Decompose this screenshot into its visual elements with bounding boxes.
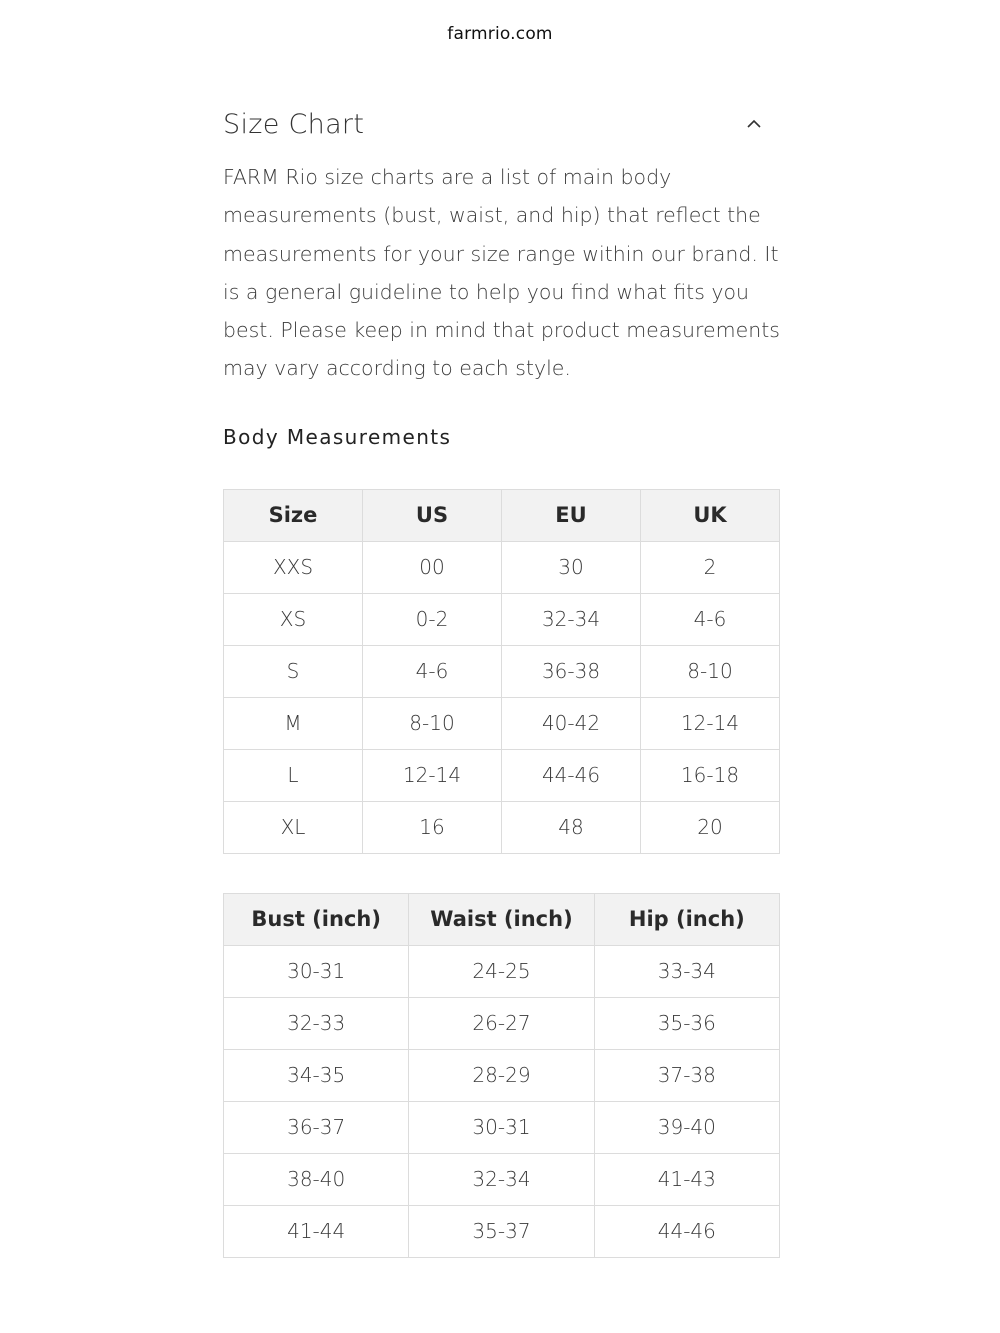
table-row	[224, 1205, 780, 1257]
table-row	[224, 801, 780, 853]
column-header: UK	[641, 489, 780, 541]
table-cell: 48	[502, 801, 641, 853]
table-cell: 12-14	[363, 749, 502, 801]
table-cell: 4-6	[641, 593, 780, 645]
column-header: EU	[502, 489, 641, 541]
table-cell: 40-42	[502, 697, 641, 749]
column-header: Hip (inch)	[594, 893, 779, 945]
table-cell: 39-40	[594, 1101, 779, 1153]
table-row	[224, 541, 780, 593]
table-cell: 16-18	[641, 749, 780, 801]
table-cell: 44-46	[502, 749, 641, 801]
size-chart-section	[223, 100, 780, 1258]
url-bar[interactable]: farmrio.com	[447, 24, 553, 44]
table-header-row	[224, 893, 780, 945]
table-row	[224, 1101, 780, 1153]
table-cell: XL	[224, 801, 363, 853]
table-cell: 35-37	[409, 1205, 594, 1257]
table-cell: S	[224, 645, 363, 697]
table-cell: 16	[363, 801, 502, 853]
column-header: Size	[224, 489, 363, 541]
table-cell: 41-43	[594, 1153, 779, 1205]
table-cell: XXS	[224, 541, 363, 593]
table-cell: 0-2	[363, 593, 502, 645]
table-cell: 36-38	[502, 645, 641, 697]
table-cell: 8-10	[641, 645, 780, 697]
table-cell: 38-40	[224, 1153, 409, 1205]
table-row	[224, 749, 780, 801]
column-header: US	[363, 489, 502, 541]
table-cell: 24-25	[409, 945, 594, 997]
table-row	[224, 997, 780, 1049]
table-cell: 32-34	[409, 1153, 594, 1205]
table-row	[224, 593, 780, 645]
chevron-up-icon[interactable]	[742, 112, 766, 136]
table-row	[224, 945, 780, 997]
table-cell: 20	[641, 801, 780, 853]
table-cell: 12-14	[641, 697, 780, 749]
table-cell: XS	[224, 593, 363, 645]
table-cell: 37-38	[594, 1049, 779, 1101]
column-header: Waist (inch)	[409, 893, 594, 945]
table-cell: 4-6	[363, 645, 502, 697]
table-cell: 33-34	[594, 945, 779, 997]
table-cell: 8-10	[363, 697, 502, 749]
size-conversion-table	[223, 489, 780, 854]
table-cell: M	[224, 697, 363, 749]
table-cell: 35-36	[594, 997, 779, 1049]
table-cell: L	[224, 749, 363, 801]
table-cell: 00	[363, 541, 502, 593]
table-header-row	[224, 489, 780, 541]
size-chart-description: FARM Rio size charts are a list of main body measurements (bust, waist, and hip) that reflect the measurements for your size range within our brand. It is a general guideline to help you find what fits you best. Please keep in mind that product measurements may vary according to each style.	[223, 165, 780, 381]
table-cell: 30-31	[409, 1101, 594, 1153]
table-cell: 34-35	[224, 1049, 409, 1101]
table-cell: 44-46	[594, 1205, 779, 1257]
column-header: Bust (inch)	[224, 893, 409, 945]
table-cell: 36-37	[224, 1101, 409, 1153]
table-cell: 28-29	[409, 1049, 594, 1101]
table-row	[224, 697, 780, 749]
table-row	[224, 645, 780, 697]
section-title: Size Chart	[223, 108, 365, 140]
table-cell: 32-33	[224, 997, 409, 1049]
table-cell: 32-34	[502, 593, 641, 645]
table-cell: 26-27	[409, 997, 594, 1049]
table-cell: 30-31	[224, 945, 409, 997]
table-row	[224, 1153, 780, 1205]
size-chart-accordion-header[interactable]	[223, 100, 780, 148]
table-cell: 41-44	[224, 1205, 409, 1257]
table-row	[224, 1049, 780, 1101]
table-cell: 2	[641, 541, 780, 593]
body-measurements-table	[223, 893, 780, 1258]
table-cell: 30	[502, 541, 641, 593]
body-measurements-heading: Body Measurements	[223, 424, 452, 449]
